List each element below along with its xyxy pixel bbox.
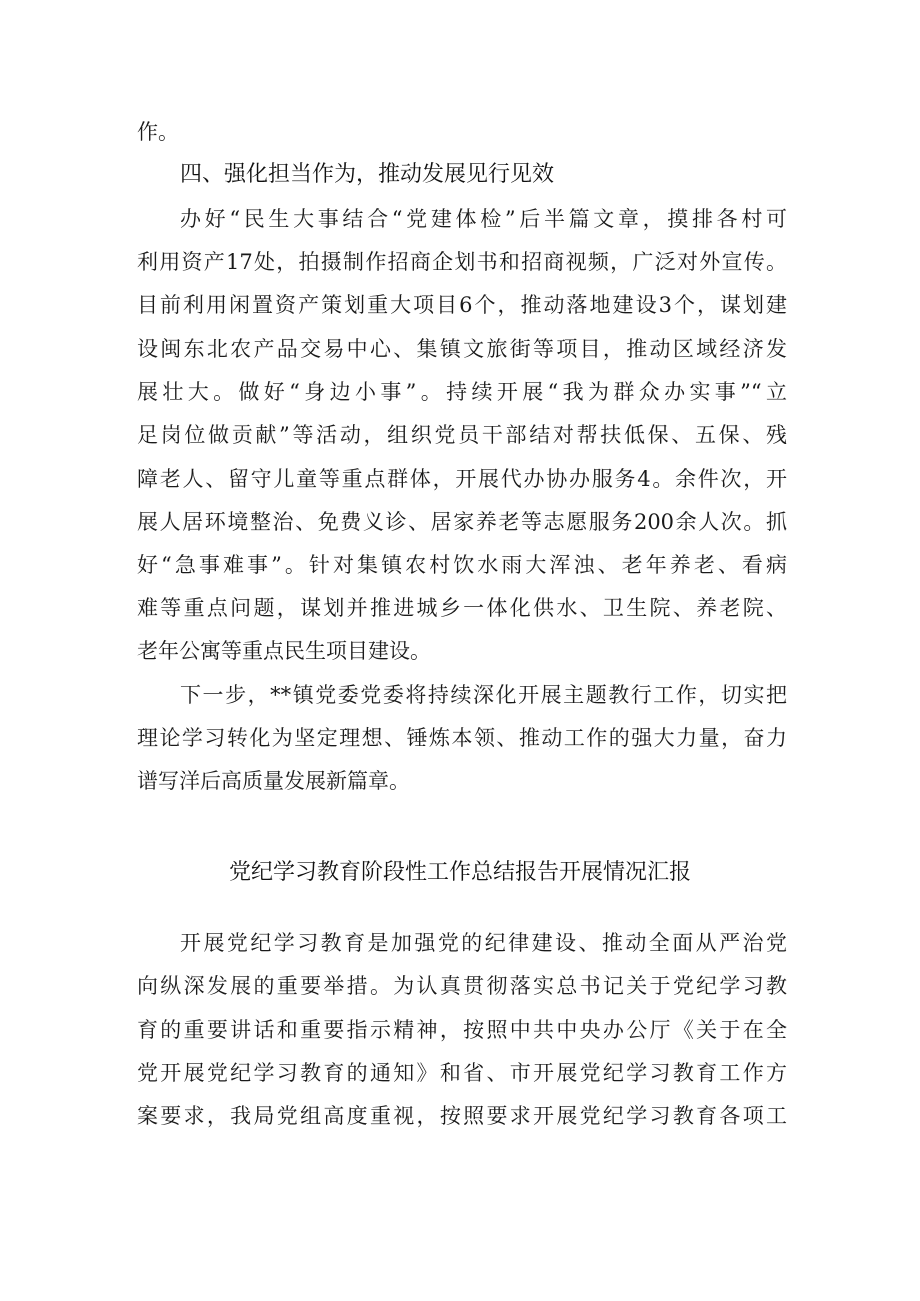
paragraph-line: 开展党纪学习教育是加强党的纪律建设、推动全面从严治党	[180, 931, 787, 955]
paragraph-line: 足岗位做贡献”等活动，组织党员干部结对帮扶低保、五保、残	[137, 423, 787, 447]
paragraph-line: 难等重点问题，谋划并推进城乡一体化供水、卫生院、养老院、	[137, 596, 787, 620]
paragraph-line: 展人居环境整治、免费义诊、居家养老等志愿服务200余人次。抓	[137, 510, 787, 534]
paragraph-line: 老年公寓等重点民生项目建设。	[137, 639, 431, 663]
carry-over-text: 作。	[137, 120, 179, 144]
paragraph-line: 办好“民生大事结合“党建体检”后半篇文章，摸排各村可	[180, 207, 787, 231]
paragraph-line: 好“急事难事”。针对集镇农村饮水雨大浑浊、老年养老、看病	[137, 553, 787, 577]
paragraph-line: 目前利用闲置资产策划重大项目6个，推动落地建设3个，谋划建	[137, 293, 787, 317]
paragraph-line: 谱写洋后高质量发展新篇章。	[137, 769, 410, 793]
document-title: 党纪学习教育阶段性工作总结报告开展情况汇报	[228, 860, 691, 885]
paragraph-line: 下一步，**镇党委党委将持续深化开展主题教行工作，切实把	[180, 683, 787, 707]
paragraph-line: 向纵深发展的重要举措。为认真贯彻落实总书记关于党纪学习教	[137, 974, 787, 998]
section-heading: 四、强化担当作为，推动发展见行见效	[180, 162, 555, 187]
paragraph-line: 案要求，我局党组高度重视，按照要求开展党纪学习教育各项工	[137, 1104, 787, 1128]
paragraph-line: 育的重要讲话和重要指示精神，按照中共中央办公厅《关于在全	[137, 1018, 787, 1042]
paragraph-line: 党开展党纪学习教育的通知》和省、市开展党纪学习教育工作方	[137, 1061, 787, 1085]
paragraph-line: 理论学习转化为坚定理想、锤炼本领、推动工作的强大力量，奋力	[137, 726, 787, 750]
paragraph-line: 设闽东北农产品交易中心、集镇文旅街等项目，推动区域经济发	[137, 337, 787, 361]
paragraph-line: 展壮大。做好“身边小事”。持续开展“我为群众办实事”“立	[137, 380, 787, 404]
paragraph-line: 利用资产17处，拍摄制作招商企划书和招商视频，广泛对外宣传。	[137, 250, 787, 274]
paragraph-line: 障老人、留守儿童等重点群体，开展代办协办服务4。余件次，开	[137, 467, 787, 491]
